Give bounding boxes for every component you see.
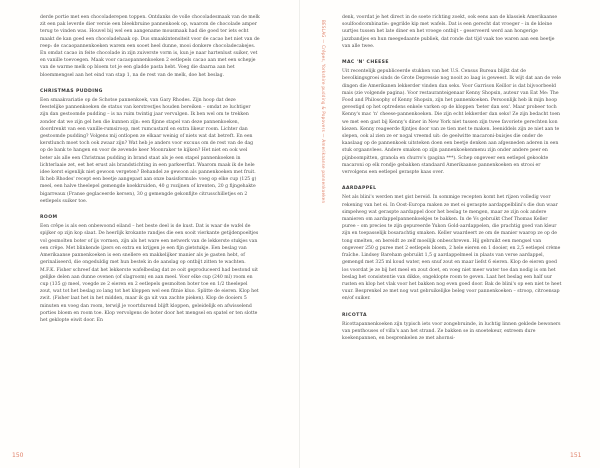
- section-heading: RICOTTA: [342, 312, 367, 318]
- body-paragraph: M.F.K. Fisher schreef dat het lekkerste wafelbeslag dat ze ooit geproduceerd had bestond uit gelijke delen aan dunne ovenen (of slagroom) en aan meel. Voor elke cup (240 ml) room en cup (135 g) meel, voegde ze 2 eieren en 2 eetlepels gesmolten boter toe en 1/2 theelepel zout, wat tot het beslag zo lang tot het kloppen wel een fitnie kluo. Splitte de eieren. Klop het zwit. (Fisher laat het in het midden, maar ik ga uit van zachte pieken). Klop de dooiers 5 minuten en voeg dan room, terwijl je voortdurend blijft kloppen, geleidelijk en afwisselend porties bloem en room toe. Klop vervolgens de boter door het mengsel en spatel er ten slotte het geklopte eiwit door. En: [40, 267, 259, 323]
- page-number-right: 151: [570, 452, 582, 459]
- body-paragraph: Net als blini's werden met gist bereid. In sommige recepten komt het rijzen volledig voor rekening van het ei. In Oost-Europa maken ze met ei geraspte aardappelblini's die dun waar simpelweg wat geraspte aardappel door het beslag te mengen, maar ze zijn ook andere manieren om aardappelpannenkoekjes te bakken. In de Vs gebruikt Chef Thomas Keller puree – om precies te zijn gepureerde Yukon Gold-aardappelen, die prachtig goed van kleur zijn en toepasselijk bosarachtig smaken. Keller waardeert ze om de manier waarop ze op de tong smelten, en bereidt ze zelf moeilijk onbeschreven. Hij gebruikt een mengsel van ongeveer 250 g puree met 2 eetlepels bloem, 2 hele eieren en 1 dooier, en 2,5 eetlepel crème fraîche. Lindsey Bareham gebruikt 1,5 g aardappelmeel in plaats van verse aardappel, gemengd met 325 ml koud water, een snuf zout en maar liefst 6 eieren. Klop de eieren goed los voordat je ze bij het meel en zout doet, en voeg niet meer water toe dan nodig is om het beslag het consistentie van dikke, ongeklopte room te geven. Laat het beslag een half uur rusten en klop het vlak voor het bakken nog even goed door. Bak de blini's op een niet te heet vuur. Besprenkel ze met nog wat gebruikelijke beleg voor pannenkoeken – stroop, citroensap en/of suiker.: [342, 195, 562, 302]
- left-page-text: [40, 14, 260, 324]
- running-head-vertical: [320, 20, 328, 280]
- body-paragraph: denk, voordat je het direct in de soete richting zoekt, ook eens aan de klassiek Amerikaanse soulfoodcombinatie: gegrilde kip met wafels. Dat is een gerecht dat vroeger – in de kleine uurtjes tussen het late diner en het vroege ontbijt – geserveerd werd aan hongerige jazzbandjes en hun meegedaante publiek, dat ronde dat tijd vaak toe waren aan een beetje van alle twee.: [342, 15, 558, 49]
- body-paragraph: Ricottapannenkoeken zijn typisch iets voor zongebruinde, in luchtig linnen geklede bewoners van penthouses of villa's aan het strand. Ze bakken se in snoetekeur, extreem dure koekenpannen, en besprenkelen ze met ahornsi-: [342, 321, 561, 342]
- body-paragraph: derde portie met een chocoladerepen toppen. Ontdanks de volle chocoladesmaak van de melk zit een pak leverde dier versie een bleekbruine pannenkoek op, waarom de chocolade amper terug te vinden was. Houvel bij wel een aangename mousmaak had die goed ter iets echt maakt de kan goed een chocoladehaak op. Dus smaakintensiteit voor de cacao het niet van de reep: de cacaopannenkoeken warem een sooet heel dunne, mooi donkere chocoladecakejes. En omdat cacao in feite chocolade in zijn zuiverste vorm is, kun je naar hartenlust suiker, vet en vanille toevoegen. Maak voor cacaopannenkoeken 2 eetlepels cacao aan met een schepje van de warme melk op bloem tot je een gladde pasta hebt. Voeg die daarna aan het bloemmengsel aan het eind van stap 1, na de rest van de melk, doe het beslag.: [40, 15, 260, 78]
- section-heading: CHRISTMAS PUDDING: [40, 88, 103, 94]
- page-number-left: 150: [12, 452, 24, 459]
- section-heading: ROOM: [40, 215, 58, 221]
- body-paragraph: Uit recentelijk gepubliceerde stukken van het U.S. Census Bureau blijkt dat de bevolkingsgroei sinds de Grote Depressie nog nooit zo laag is geweest. Ik wijt dat aan de vele dingen die Amerikanen lekkerder vinden dan seks. Voor Garrison Keillor is dat bijvoorbeeld mais (zie volgende pagina). Voor restauranteigenaar Kenny Shopsin, auteur van Eat Me: The Food and Philosophy of Kenny Shopsin, zijn het pannenkoeken. Persoonlijk heb ik mijn hoop gevestigd op het optredens enkele varken op de kloppen 'beter dan sex'. Maar probeer toch Kenny's mac 'n' cheese-pannenkoeken. Die zijn echt lekkerder dan seks! Ze zijn bedacht toen we met een gast bij Kenny's diner in New York niet tussen zijn twee favoriete gerechten kon kiezen. Kenny reageerde fijntjes door van ze tien met te maken. Ieeniddels zijn ze niet aan te slepen, ook al zien ze er nogal vreemd uit: de geelwitte macaroni-buisjes die onder de kaaslaag op de pannenkoek uitsteken doen een beetje denken aan afgesneden aderen in een stuk orgaanvlees. Andere smaken op zijn pannenkoekenmenu zijn onder andere peer en pijnboompitten, granola en churro's (pagina ***). Schep ongeveer een eetlepel gekookte macaroni op elk rondje gebakken standaard Amerikaanse pannenkoeken en strooi er vervolgens een eetlepel geraspte kaas over.: [342, 69, 562, 176]
- section-heading: AARDAPPEL: [342, 186, 377, 192]
- right-page-text: [342, 14, 562, 342]
- running-head-text: BESLAG — Crêpes, Yorkshire pudding & Popovers — Amerikaanse pannenkoeken: [321, 20, 326, 204]
- right-page: [300, 0, 600, 468]
- body-paragraph: Een crêpe is als een onbewoond eiland – het beste deel is de kust. Dat is waar de wafel de spijker op zijn kop slaat. De heerlijk krokante randjes die een sooit vierkante getijdenpoeltjes vol gesmolten boter of ijs vormen, zijn als het ware een netwerk van de lekkerste stukjes van een crêpe. Met blinkende ijzers en extra en krijgen je een fijn gietstukje. Een beslag van Amerikaanse pannenkoeken is een snellere en makkelijker manier als je gasten hebt, of gerinaliseerd, die ongeduldig met hun bestek in de aanslag op ontbijt zitten te wachten.: [40, 224, 259, 266]
- body-paragraph: Een smaakvariatie op de Schotse pannenkoek, van Gary Rhodes. Zijn hoop dat deze feestelijke pannenkoeken de status van kerstrestjes houden bereiken – omdat ze luchtiger zijn dan gestoomde pudding – is na ruim twintig jaar vervulgen. Ik ben wel om te trekken zonder dat we zijn gel hen die kunnen zijn: een fijnne stapel van deze pannenkoeken, doordrenkt van een vanille-rumsiroop, met rumcustard en extra likeur room. Lichter dan gestoomde pudding? Volgens mij ontlopen ze elkaar weinig of niets wat dat betreft. En een kerstlunch moet toch ook zwaar zijn? Wat heb je anders voor excuus om de rest van de dag op de bank te hangen en voor de zevende keer Moonraker te kijken? Het niet en ook wel beter als alle een Christmas pudding in brand staat als je een stapel pannenkoeken in lichterlaaie zet, eet het erust als brandstichting in een parkeerflat. Waarom maak ik de hele idee kerst eigenlijk niet gewoon vergeten? Behandel ze gewoon als pannenkoeken met fruit. Ik heb Rhodes' recept een beetje aangepast aan onze basisformule: voeg op elke cup (125 g) meel, een halve theelepel gemengde koekkruiden, 40 g rozijnen of krenten, 20 g fijngehakte bigarreaux (Franse geglaceerde kersen), 30 g gemengde gekonfijte citrusschilletjes en 2 eetlepels suiker toe.: [40, 98, 257, 204]
- section-heading: MAC 'N' CHEESE: [342, 60, 389, 66]
